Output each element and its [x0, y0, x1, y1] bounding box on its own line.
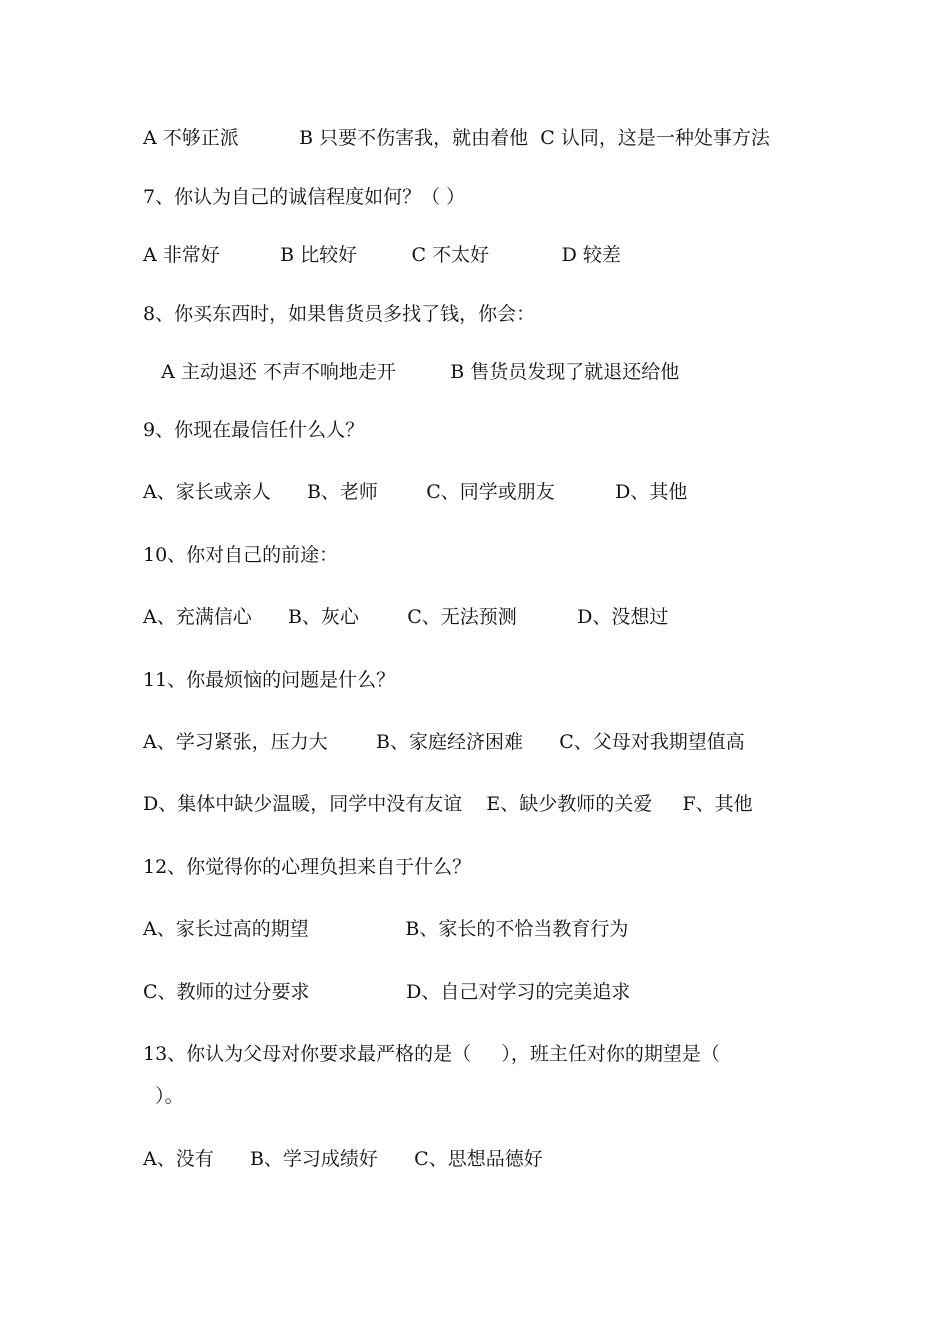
- q8-question: 8、你买东西时，如果售货员多找了钱，你会：: [143, 303, 536, 325]
- q13-question-continued: ）。: [143, 1085, 184, 1107]
- q10-options: A、充满信心 B、灰心 C、无法预测 D、没想过: [143, 606, 669, 628]
- q11-options-row2: D、集体中缺少温暖，同学中没有友谊 E、缺少教师的关爱 F、其他: [143, 793, 753, 815]
- q12-options-row1: A、家长过高的期望 B、家长的不恰当教育行为: [143, 918, 629, 940]
- q12-options-row2: C、教师的过分要求 D、自己对学习的完美追求: [143, 981, 631, 1003]
- q11-question: 11、你最烦恼的问题是什么？: [143, 669, 396, 691]
- q9-question: 9、你现在最信任什么人？: [143, 419, 365, 441]
- q6-options: A 不够正派 B 只要不伤害我，就由着他 C 认同，这是一种处事方法: [143, 127, 770, 149]
- q9-options: A、家长或亲人 B、老师 C、同学或朋友 D、其他: [143, 481, 688, 503]
- q13-options: A、没有 B、学习成绩好 C、思想品德好: [143, 1148, 543, 1170]
- q7-question: 7、你认为自己的诚信程度如何？（ ）: [143, 186, 466, 208]
- q11-options-row1: A、学习紧张，压力大 B、家庭经济困难 C、父母对我期望值高: [143, 731, 745, 753]
- q7-options: A 非常好 B 比较好 C 不太好 D 较差: [143, 244, 621, 266]
- q8-options: A 主动退还 不声不响地走开 B 售货员发现了就退还给他: [143, 361, 680, 383]
- q12-question: 12、你觉得你的心理负担来自于什么？: [143, 856, 472, 878]
- q13-question: 13、你认为父母对你要求最严格的是（ ），班主任对你的期望是（: [143, 1043, 720, 1065]
- q10-question: 10、你对自己的前途：: [143, 544, 339, 566]
